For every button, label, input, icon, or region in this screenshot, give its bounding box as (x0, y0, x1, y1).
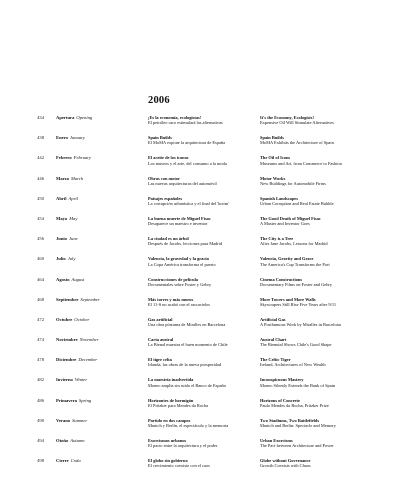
english-subtitle: Moneo Silently Extends the Bank of Spain (260, 382, 336, 388)
page-number: 464 (37, 276, 44, 282)
spanish-subtitle: Después de Jacobs, lecciones para Madrid (148, 241, 223, 247)
month-spanish: Enero (56, 135, 68, 141)
list-item (0, 337, 400, 357)
english-subtitle: After Jane Jacobs, Lessons for Madrid (260, 241, 328, 247)
spanish-subtitle: El MoMA expone la arquitectura de España (148, 140, 226, 146)
month-label (56, 216, 146, 221)
list-item (0, 115, 400, 135)
list-item (0, 377, 400, 397)
english-title: Artificial Gas (260, 316, 286, 322)
spanish-entry (148, 438, 272, 448)
month-label (56, 317, 146, 322)
english-entry (260, 317, 390, 327)
english-entry (260, 438, 390, 448)
month-english: September (80, 296, 100, 302)
month-label (56, 176, 146, 181)
spanish-subtitle: El pacto entre la arquitectura y el poder (148, 443, 218, 449)
spanish-subtitle: La Copa América transforma el puerto (148, 261, 216, 267)
english-subtitle: Documentary Films on Foster and Gehry (260, 281, 333, 287)
list-item (0, 357, 400, 377)
page-number: 438 (37, 135, 44, 141)
english-title: Cinema Constructions (260, 276, 303, 282)
english-title: Two Stadiums, Two Battlefields (260, 417, 320, 423)
page-number: 494 (37, 438, 44, 443)
month-spanish: Verano (56, 417, 71, 423)
english-title: Horizons of Concrete (260, 397, 300, 403)
english-subtitle: Ireland, Architectures of New Wealth (260, 362, 326, 368)
spanish-title: Spain Builds (148, 135, 172, 141)
english-title: Motor Works (260, 175, 286, 181)
list-item (0, 297, 400, 317)
spanish-entry (148, 176, 272, 186)
month-label (56, 418, 146, 423)
month-label (56, 337, 146, 342)
list-item (0, 135, 400, 155)
spanish-entry (148, 115, 272, 125)
english-subtitle: The America's Cup Transforms the Port (260, 261, 330, 267)
spanish-entry (148, 357, 272, 367)
spanish-entry (148, 418, 272, 428)
spanish-entry (148, 256, 272, 266)
spanish-title: El globo sin gobierno (148, 458, 188, 464)
spanish-title: Construcciones de película (148, 276, 199, 282)
english-title: The City is a Tree (260, 236, 294, 242)
month-label (56, 297, 146, 302)
page-number: 474 (37, 337, 44, 343)
month-spanish: Marzo (56, 175, 70, 181)
english-entry (260, 216, 390, 226)
page-number: 456 (37, 236, 44, 242)
english-title: More Towers and More Walls (260, 296, 316, 302)
spanish-entry (148, 337, 272, 347)
english-subtitle: Museums and Art, from Commerce to Fashion (260, 160, 342, 166)
spanish-entry (148, 196, 272, 206)
spanish-title: Gas artificial (148, 316, 173, 322)
page-number: 482 (37, 377, 44, 383)
month-spanish: Primavera (56, 397, 77, 403)
page-number: 490 (37, 417, 44, 423)
spanish-subtitle: El crecimiento coexiste con el caos (148, 463, 210, 469)
list-item (0, 256, 400, 276)
month-label (56, 236, 146, 241)
spanish-entry (148, 277, 272, 287)
spanish-title: ¡Es la economía, ecologistas! (148, 115, 202, 120)
english-title: It's the Economy, Ecologists! (260, 115, 314, 120)
english-entry (260, 135, 390, 145)
month-english: Spring (78, 397, 92, 403)
spanish-entry (148, 216, 272, 226)
month-label (56, 155, 146, 160)
month-english: January (69, 135, 85, 141)
english-entry (260, 337, 390, 347)
page-number: 454 (37, 215, 44, 221)
list-item (0, 317, 400, 337)
month-spanish: Febrero (56, 155, 72, 161)
spanish-entry (148, 155, 272, 165)
english-title: The Celtic Tiger (260, 357, 291, 363)
english-entry (260, 297, 390, 307)
month-english: Autumn (70, 438, 85, 443)
month-english: Summer (72, 417, 88, 423)
spanish-entry (148, 377, 272, 387)
spanish-subtitle: El Pritzker para Mendes da Rocha (148, 402, 209, 408)
spanish-title: El tigre celta (148, 357, 172, 363)
month-spanish: Otoño (56, 438, 69, 443)
english-title: The Good Death of Miguel Fisac (260, 215, 321, 221)
english-entry (260, 458, 390, 468)
spanish-title: Más torres y más muros (148, 296, 194, 302)
list-item (0, 155, 400, 175)
month-spanish: Abril (56, 195, 67, 201)
contents-list (0, 115, 400, 478)
month-spanish: Diciembre (56, 357, 77, 363)
english-title: Inconspicuous Mastery (260, 377, 304, 383)
english-entry (260, 418, 390, 428)
spanish-title: Carta austral (148, 337, 174, 343)
spanish-subtitle: Desaparece un maestro e inventor (148, 221, 208, 227)
list-item (0, 438, 400, 458)
english-subtitle: Growth Coexists with Chaos (260, 463, 311, 469)
month-label (56, 115, 146, 120)
english-subtitle: Expensive Oil Will Stimulate Alternatives (260, 120, 334, 126)
page-number: 472 (37, 316, 44, 322)
month-label (56, 398, 146, 403)
month-label (56, 277, 146, 282)
spanish-subtitle: Las nuevas arquitecturas del automóvil (148, 180, 217, 186)
month-english: April (68, 195, 78, 201)
month-label (56, 256, 146, 261)
spanish-entry (148, 297, 272, 307)
spanish-subtitle: Munich y Berlín, el espectáculo y la memoria (148, 423, 229, 429)
english-subtitle: Paulo Mendes da Rocha, Pritzker Prize (260, 402, 329, 408)
page-number: 486 (37, 397, 44, 403)
list-item (0, 176, 400, 196)
list-item (0, 458, 400, 478)
page-number: 446 (37, 175, 44, 181)
page-number: 442 (37, 155, 44, 161)
english-title: Spain Builds (260, 135, 284, 141)
month-spanish: Junio (56, 236, 67, 242)
month-spanish: Agosto (56, 276, 70, 282)
page-number: 460 (37, 256, 44, 262)
month-english: Opening (76, 115, 93, 120)
month-english: May (69, 215, 78, 221)
english-title: The Oil of Icons (260, 155, 291, 161)
month-spanish: Cierre (56, 458, 69, 464)
english-entry (260, 236, 390, 246)
english-subtitle: A Master and Inventor Goes (260, 221, 310, 227)
month-spanish: Noviembre (56, 337, 78, 343)
spanish-title: Exorcismos urbanos (148, 438, 187, 443)
spanish-subtitle: El 11-S no acabó con el rascacielos (148, 301, 211, 307)
month-label (56, 357, 146, 362)
month-label (56, 135, 146, 140)
spanish-subtitle: Moneo amplía sin ruido el Banco de España (148, 382, 226, 388)
spanish-title: La maestría inadvertida (148, 377, 194, 383)
month-label (56, 458, 146, 463)
spanish-subtitle: Irlanda, las obras de la nueva prosperidad (148, 362, 222, 368)
month-english: March (71, 175, 84, 181)
month-spanish: Octubre (56, 316, 73, 322)
month-english: Coda (70, 458, 81, 464)
year-heading: 2006 (148, 95, 170, 106)
spanish-title: El aceite de los iconos (148, 155, 189, 161)
english-subtitle: The Pact between Architecture and Power (260, 443, 334, 449)
month-label (56, 196, 146, 201)
spanish-title: La ciudad es un árbol (148, 236, 189, 242)
english-entry (260, 196, 390, 206)
list-item (0, 196, 400, 216)
english-title: Valencia, Gravity and Grace (260, 256, 314, 262)
month-english: October (74, 316, 90, 322)
spanish-subtitle: Documentales sobre Foster y Gehry (148, 281, 212, 287)
spanish-subtitle: El petróleo caro estimulará las alternativas (148, 120, 223, 126)
english-title: Globe without Governance (260, 458, 311, 464)
english-entry (260, 115, 390, 125)
spanish-title: Partido en dos campos (148, 417, 191, 423)
page-number: 468 (37, 296, 44, 302)
spanish-title: Obras con motor (148, 175, 180, 181)
english-entry (260, 176, 390, 186)
page-number: 478 (37, 357, 44, 363)
month-english: August (71, 276, 85, 282)
english-subtitle: New Buildings for Automobile Firms (260, 180, 326, 186)
month-english: February (73, 155, 92, 161)
month-label (56, 438, 146, 443)
month-english: June (68, 236, 78, 242)
english-subtitle: Skyscrapers Still Rise Five Years after 9/11 (260, 301, 337, 307)
month-spanish: Mayo (56, 215, 68, 221)
page-number: 498 (37, 458, 44, 464)
english-subtitle: Munich and Berlin: Spectacle and Memory (260, 423, 336, 429)
english-subtitle: A Posthumous Work by Miralles in Barcelona (260, 322, 341, 328)
list-item (0, 216, 400, 236)
spanish-subtitle: La Bienal muestra el buen momento de Chile (148, 342, 228, 348)
list-item (0, 398, 400, 418)
list-item (0, 277, 400, 297)
spanish-title: Horizontes de hormigón (148, 397, 194, 403)
month-spanish: Julio (56, 256, 66, 262)
month-english: December (78, 357, 98, 363)
english-title: Spanish Landscapes (260, 195, 298, 201)
english-entry (260, 357, 390, 367)
month-english: November (79, 337, 99, 343)
list-item (0, 418, 400, 438)
english-subtitle: MoMA Exhibits the Architecture of Spain (260, 140, 334, 146)
english-entry (260, 398, 390, 408)
page-number: 450 (37, 195, 44, 201)
english-entry (260, 256, 390, 266)
english-subtitle: The Biennial Shows Chile's Good Shape (260, 342, 332, 348)
spanish-title: La buena muerte de Miguel Fisac (148, 215, 211, 221)
spanish-entry (148, 236, 272, 246)
english-entry (260, 277, 390, 287)
english-entry (260, 155, 390, 165)
spanish-title: Valencia, la gravedad y la gracia (148, 256, 209, 262)
spanish-subtitle: Los museos y el arte, del consumo a la moda (148, 160, 227, 166)
spanish-entry (148, 398, 272, 408)
english-title: Austral Chart (260, 337, 287, 343)
month-spanish: Invierno (56, 377, 73, 383)
month-spanish: Septiembre (56, 296, 79, 302)
list-item (0, 236, 400, 256)
english-title: Urban Exorcisms (260, 438, 293, 443)
month-english: July (67, 256, 76, 262)
month-spanish: Apertura (56, 115, 75, 120)
english-subtitle: Urban Corruption and Real Estate Bubble (260, 200, 334, 206)
spanish-entry (148, 317, 272, 327)
spanish-subtitle: Una obra póstuma de Miralles en Barcelona (148, 322, 226, 328)
spanish-subtitle: La corrupción urbanística y el final del 'boom' (148, 200, 229, 206)
page-number: 434 (37, 115, 44, 120)
english-entry (260, 377, 390, 387)
spanish-entry (148, 135, 272, 145)
spanish-title: Paisajes españoles (148, 195, 183, 201)
month-label (56, 377, 146, 382)
month-english: Winter (74, 377, 88, 383)
spanish-entry (148, 458, 272, 468)
